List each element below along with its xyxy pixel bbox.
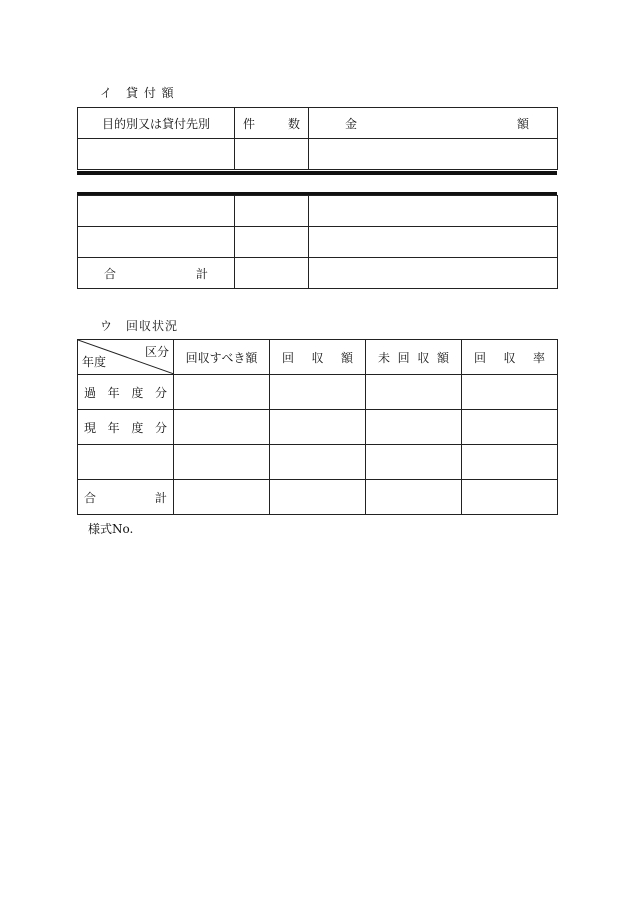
form-number-label: 様式No.: [88, 522, 134, 536]
total-label: 合 計: [78, 258, 235, 289]
table-row: [78, 139, 558, 170]
corner-top-label: 区分: [144, 345, 169, 359]
header-amount: 金 額: [309, 108, 558, 139]
corner-cell: [78, 340, 174, 375]
loan-amount-table: [77, 107, 558, 170]
table-row: [78, 410, 558, 445]
table-row: [78, 375, 558, 410]
table-header-row: [78, 108, 558, 139]
table-row: [78, 227, 558, 258]
loan-amount-table-continued: [77, 195, 558, 289]
row-label-total: 合 計: [78, 480, 174, 515]
table-row: [78, 196, 558, 227]
table-row: [78, 445, 558, 480]
collection-status-table: [77, 339, 558, 515]
row-label-past-year: 過 年 度 分: [78, 375, 174, 410]
header-count: 件 数: [235, 108, 309, 139]
header-rate: 回 収 率: [462, 340, 558, 375]
total-row: [78, 480, 558, 515]
page-break-rule-top: [77, 171, 557, 175]
header-uncollected: 未 回 収 額: [366, 340, 462, 375]
section-title-loan-amount: イ 貸 付 額: [100, 86, 175, 100]
header-purpose: 目的別又は貸付先別: [78, 108, 235, 139]
table-header-row: [78, 340, 558, 375]
section-title-collection-status: ウ 回収状況: [100, 319, 179, 333]
corner-bottom-label: 年度: [82, 355, 107, 369]
header-to-collect: 回収すべき額: [174, 340, 270, 375]
total-row: [78, 258, 558, 289]
header-collected: 回 収 額: [270, 340, 366, 375]
row-label-current-year: 現 年 度 分: [78, 410, 174, 445]
